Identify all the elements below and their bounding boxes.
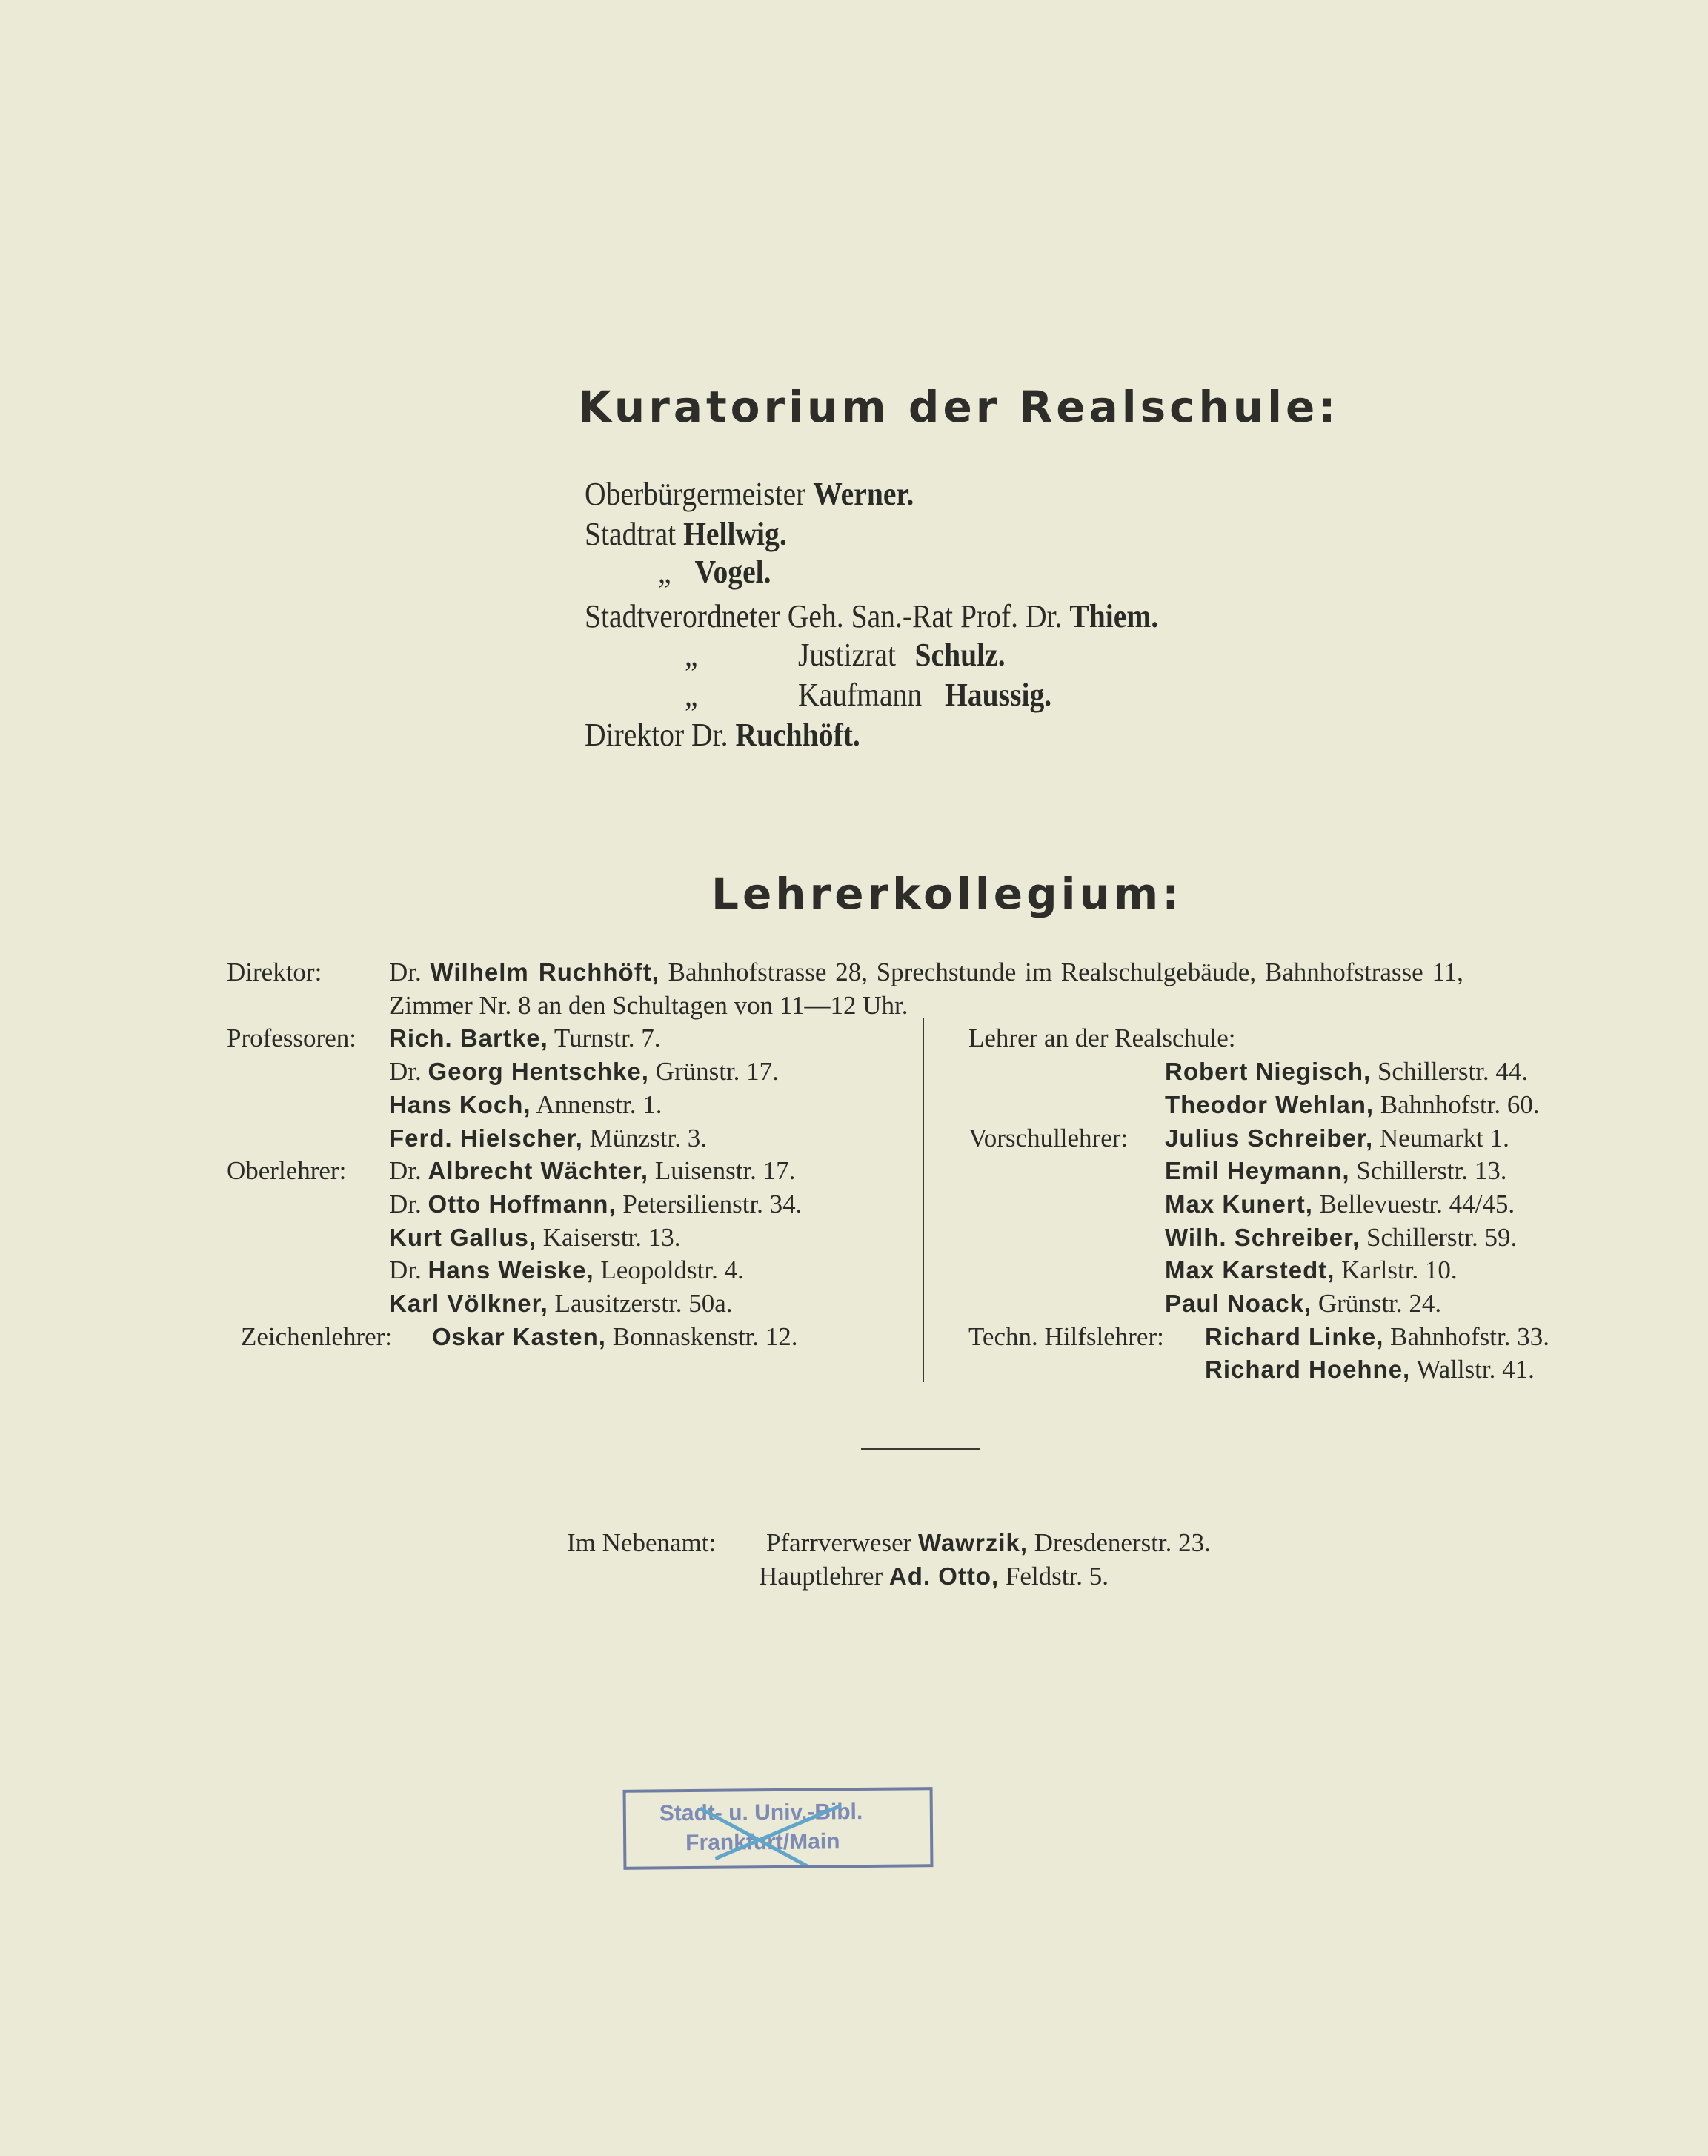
- staff-address: Leopoldstr. 4.: [600, 1256, 744, 1285]
- staff-name: Theodor Wehlan,: [1165, 1090, 1375, 1118]
- kuratorium-member: [585, 518, 787, 551]
- staff-address: Neumarkt 1.: [1379, 1123, 1509, 1152]
- staff-entry: [389, 1025, 661, 1051]
- staff-category-label: Lehrer an der Realschule:: [968, 1024, 1236, 1053]
- stamp-line-1: Stadt- u. Univ.-Bibl.: [659, 1800, 863, 1826]
- staff-name: Robert Niegisch,: [1165, 1058, 1372, 1086]
- staff-entry: [389, 1224, 680, 1250]
- member-title: Oberbürgermeister: [585, 476, 806, 512]
- staff-entry: [1165, 1158, 1507, 1184]
- staff-address: Bonnaskenstr. 12.: [612, 1321, 798, 1351]
- staff-address: Petersilienstr. 34.: [622, 1189, 803, 1218]
- staff-name: Albrecht Wächter,: [428, 1157, 649, 1185]
- member-name: Vogel.: [694, 554, 771, 590]
- name-prefix: Dr.: [389, 1256, 422, 1285]
- staff-address: Karlstr. 10.: [1341, 1256, 1458, 1285]
- staff-entry: [1165, 1224, 1517, 1250]
- kuratorium-title: Kuratorium der Realschule:: [578, 382, 1340, 432]
- nebenamt-entry: [766, 1530, 1211, 1556]
- staff-name: Richard Linke,: [1205, 1322, 1384, 1350]
- member-title: Direktor Dr.: [585, 717, 728, 753]
- library-stamp: [623, 1787, 934, 1870]
- staff-entry: [432, 1321, 798, 1351]
- staff-entry: [389, 1158, 795, 1184]
- staff-name: Wilh. Schreiber,: [1165, 1223, 1360, 1251]
- entry-title: Hauptlehrer: [759, 1562, 883, 1591]
- nebenamt-label: Im Nebenamt:: [567, 1528, 717, 1557]
- ditto-mark: „: [685, 637, 698, 673]
- staff-category-label: Vorschullehrer:: [968, 1123, 1129, 1152]
- nebenamt-entry: [759, 1563, 1109, 1589]
- staff-address: Annenstr. 1.: [536, 1089, 662, 1119]
- staff-name: Rich. Bartke,: [389, 1024, 548, 1052]
- staff-category-label: Direktor:: [227, 958, 322, 986]
- staff-entry: [1205, 1356, 1535, 1382]
- staff-name: Georg Hentschke,: [428, 1058, 649, 1086]
- staff-name: Ferd. Hielscher,: [389, 1124, 583, 1152]
- staff-address: Bahnhofstr. 33.: [1390, 1321, 1549, 1351]
- member-title: Justizrat: [798, 637, 896, 673]
- staff-address: Grünstr. 24.: [1317, 1289, 1442, 1318]
- staff-address: Schillerstr. 44.: [1377, 1057, 1529, 1087]
- staff-entry: [1165, 1191, 1515, 1217]
- staff-entry: [1165, 1290, 1441, 1316]
- member-name: Schulz.: [914, 637, 1006, 673]
- name-prefix: Dr.: [389, 1156, 422, 1186]
- staff-name: Wilhelm Ruchhöft,: [430, 958, 659, 986]
- staff-name: Richard Hoehne,: [1205, 1356, 1411, 1384]
- staff-address: Bellevuestr. 44/45.: [1319, 1189, 1515, 1218]
- member-name: Thiem.: [1069, 598, 1159, 634]
- staff-name: Otto Hoffmann,: [428, 1190, 617, 1218]
- section-separator: [861, 1448, 980, 1450]
- entry-address: Dresdenerstr. 23.: [1034, 1528, 1211, 1557]
- kuratorium-member: [585, 719, 860, 752]
- staff-entry: [389, 992, 908, 1018]
- member-name: Werner.: [813, 476, 914, 512]
- staff-address: Lausitzerstr. 50a.: [554, 1289, 733, 1318]
- kuratorium-member: [585, 600, 1158, 633]
- name-prefix: Dr.: [389, 958, 422, 986]
- member-name: Haussig.: [945, 677, 1052, 713]
- entry-name: Wawrzik,: [918, 1529, 1029, 1556]
- kollegium-title: Lehrerkollegium:: [711, 869, 1183, 919]
- staff-entry: [1205, 1321, 1549, 1351]
- staff-entry: [1165, 1057, 1529, 1087]
- staff-address: Münzstr. 3.: [589, 1123, 708, 1152]
- stamp-line-2: Frankfurt/Main: [685, 1829, 840, 1856]
- staff-category-label: Oberlehrer:: [227, 1156, 347, 1186]
- kuratorium-member: [585, 478, 914, 511]
- staff-entry: [389, 1191, 802, 1217]
- staff-address: Wallstr. 41.: [1416, 1355, 1535, 1384]
- staff-address: Zimmer Nr. 8 an den Schultagen von 11—12 Uhr.: [389, 990, 908, 1020]
- staff-name: Julius Schreiber,: [1165, 1124, 1374, 1152]
- ditto-mark: „: [685, 677, 698, 713]
- entry-name: Ad. Otto,: [888, 1562, 1000, 1590]
- entry-title: Pfarrverweser: [766, 1528, 912, 1557]
- column-divider: [923, 1018, 924, 1382]
- staff-address: Grünstr. 17.: [655, 1057, 779, 1087]
- staff-entry: [389, 1089, 662, 1119]
- staff-address: Schillerstr. 59.: [1366, 1222, 1518, 1252]
- staff-entry: [389, 1290, 733, 1316]
- staff-name: Hans Koch,: [389, 1090, 531, 1118]
- name-prefix: Dr.: [389, 1189, 422, 1218]
- staff-category-label: Zeichenlehrer:: [241, 1321, 393, 1351]
- staff-entry: [389, 959, 1463, 985]
- member-title: Stadtrat: [585, 516, 677, 552]
- staff-address: Schillerstr. 13.: [1356, 1156, 1507, 1186]
- entry-address: Feldstr. 5.: [1005, 1562, 1109, 1591]
- staff-name: Max Kunert,: [1165, 1190, 1313, 1218]
- staff-name: Kurt Gallus,: [389, 1223, 537, 1251]
- staff-entry: [389, 1257, 744, 1283]
- ditto-mark: „: [658, 554, 671, 590]
- staff-category-label: Techn. Hilfslehrer:: [968, 1321, 1164, 1351]
- staff-name: Oskar Kasten,: [432, 1322, 606, 1350]
- staff-address: Bahnhofstrasse 28, Sprechstunde im Realschulgebäude, Bahnhofstrasse 11,: [668, 958, 1463, 986]
- staff-entry: [1165, 1257, 1458, 1283]
- staff-entry: [389, 1125, 707, 1151]
- staff-address: Luisenstr. 17.: [654, 1156, 796, 1186]
- staff-name: Karl Völkner,: [389, 1290, 548, 1317]
- member-title: Kaufmann: [798, 677, 923, 713]
- member-title: Stadtverordneter Geh. San.-Rat Prof. Dr.: [585, 598, 1063, 634]
- cross-mark-icon: [626, 1790, 931, 1867]
- staff-entry: [389, 1057, 779, 1087]
- staff-address: Bahnhofstr. 60.: [1380, 1089, 1540, 1119]
- staff-entry: [1165, 1125, 1509, 1151]
- staff-entry: [1165, 1089, 1540, 1119]
- member-name: Ruchhöft.: [735, 717, 860, 753]
- staff-category-label: Professoren:: [227, 1024, 356, 1053]
- staff-name: Paul Noack,: [1165, 1290, 1312, 1317]
- staff-name: Emil Heymann,: [1165, 1157, 1350, 1185]
- member-name: Hellwig.: [683, 516, 787, 552]
- staff-address: Kaiserstr. 13.: [542, 1222, 681, 1252]
- staff-name: Max Karstedt,: [1165, 1256, 1335, 1284]
- name-prefix: Dr.: [389, 1057, 422, 1087]
- staff-name: Hans Weiske,: [428, 1256, 594, 1284]
- staff-address: Turnstr. 7.: [554, 1024, 661, 1053]
